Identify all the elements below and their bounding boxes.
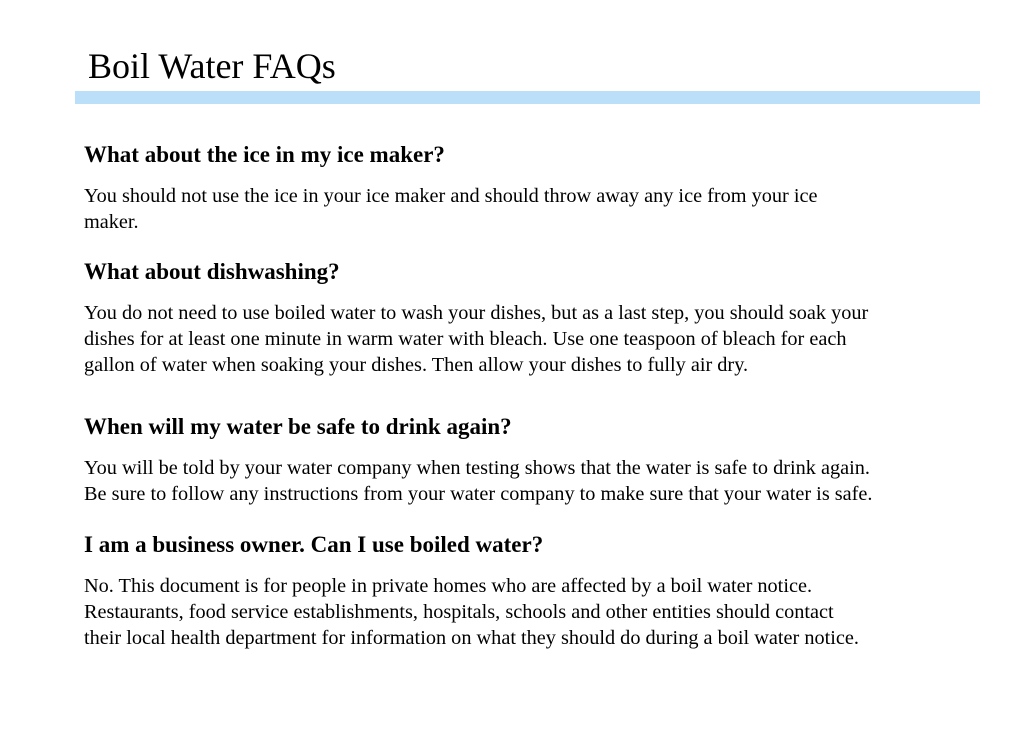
answer-line: their local health department for information on what they should do during a boil water notice. <box>84 627 859 649</box>
faq-item-dishwashing <box>84 258 984 378</box>
faq-question: What about the ice in my ice maker? <box>84 142 445 167</box>
faq-answer <box>84 573 984 651</box>
answer-line: Be sure to follow any instructions from your water company to make sure that your water is safe. <box>84 483 873 505</box>
answer-line: dishes for at least one minute in warm water with bleach. Use one teaspoon of bleach for each <box>84 328 847 350</box>
answer-line: You do not need to use boiled water to wash your dishes, but as a last step, you should soak your <box>84 302 869 324</box>
faq-answer <box>84 183 984 235</box>
page-title: Boil Water FAQs <box>88 46 336 86</box>
answer-line: maker. <box>84 211 139 233</box>
faq-question: What about dishwashing? <box>84 259 340 284</box>
faq-item-safe-to-drink <box>84 413 984 507</box>
answer-line: You should not use the ice in your ice maker and should throw away any ice from your ice <box>84 185 818 207</box>
faq-item-business-owner <box>84 531 984 651</box>
faq-item-ice-maker <box>84 141 984 235</box>
faq-answer <box>84 300 984 378</box>
answer-line: No. This document is for people in private homes who are affected by a boil water notice. <box>84 575 813 597</box>
faq-question: I am a business owner. Can I use boiled water? <box>84 532 544 557</box>
answer-line: You will be told by your water company when testing shows that the water is safe to drink again. <box>84 457 870 479</box>
answer-line: gallon of water when soaking your dishes. Then allow your dishes to fully air dry. <box>84 354 749 376</box>
faq-question: When will my water be safe to drink again? <box>84 414 512 439</box>
title-divider <box>75 91 980 104</box>
answer-line: Restaurants, food service establishments, hospitals, schools and other entities should contact <box>84 601 834 623</box>
faq-answer <box>84 455 984 507</box>
